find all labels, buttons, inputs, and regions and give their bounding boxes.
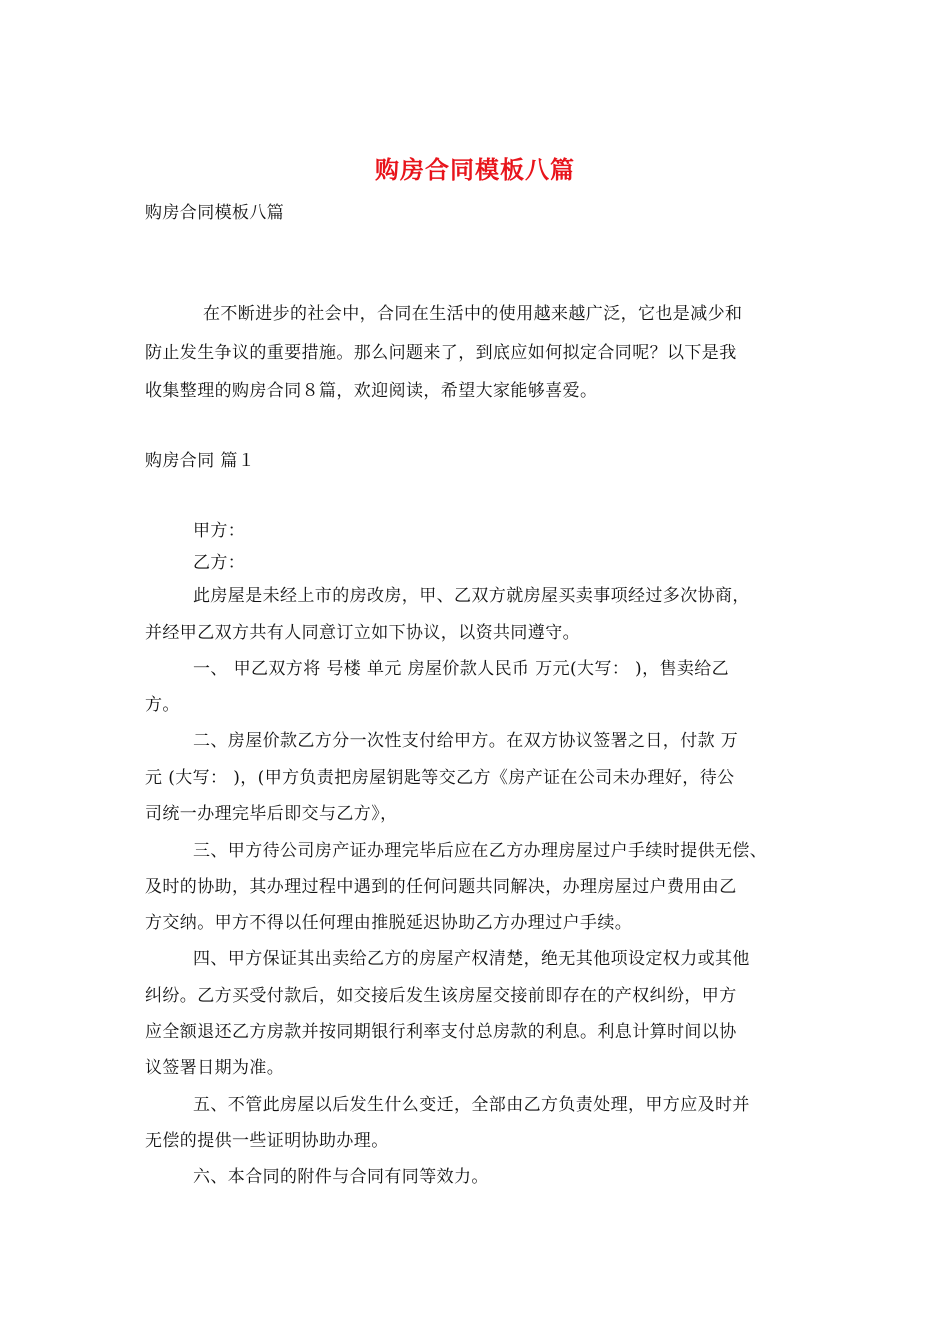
body-line: 及时的协助，其办理过程中遇到的任何问题共同解决，办理房屋过户费用由乙 — [145, 877, 737, 897]
document-subtitle: 购房合同模板八篇 — [145, 203, 285, 223]
body-line: 方交纳。甲方不得以任何理由推脱延迟协助乙方办理过户手续。 — [145, 913, 633, 933]
intro-line-1: 在不断进步的社会中，合同在生活中的使用越来越广泛，它也是减少和 — [203, 304, 743, 324]
body-line: 无偿的提供一些证明协助办理。 — [145, 1131, 389, 1151]
document-title: 购房合同模板八篇 — [375, 155, 575, 184]
body-line: 元 (大写： )，(甲方负责把房屋钥匙等交乙方《房产证在公司未办理好，待公 — [145, 768, 735, 788]
body-line: 并经甲乙双方共有人同意订立如下协议，以资共同遵守。 — [145, 623, 580, 643]
body-line: 五、不管此房屋以后发生什么变迁，全部由乙方负责处理，甲方应及时并 — [193, 1095, 750, 1115]
body-line: 六、本合同的附件与合同有同等效力。 — [193, 1167, 489, 1187]
body-line: 一、 甲乙双方将 号楼 单元 房屋价款人民币 万元(大写： )，售卖给乙 — [193, 659, 730, 679]
body-line: 三、甲方待公司房产证办理完毕后应在乙方办理房屋过户手续时提供无偿、 — [193, 841, 768, 861]
body-line: 二、房屋价款乙方分一次性支付给甲方。在双方协议签署之日，付款 万 — [193, 731, 739, 751]
body-line: 司统一办理完毕后即交与乙方》， — [145, 804, 398, 824]
party-a-label: 甲方： — [193, 521, 246, 541]
intro-line-3: 收集整理的购房合同８篇，欢迎阅读，希望大家能够喜爱。 — [145, 381, 598, 401]
body-line: 方。 — [145, 695, 180, 715]
intro-line-2: 防止发生争议的重要措施。那么问题来了，到底应如何拟定合同呢？以下是我 — [145, 343, 737, 363]
section-heading: 购房合同 篇１ — [145, 451, 256, 471]
party-b-label: 乙方： — [193, 553, 246, 573]
body-line: 此房屋是未经上市的房改房，甲、乙双方就房屋买卖事项经过多次协商， — [193, 586, 750, 606]
body-line: 四、甲方保证其出卖给乙方的房屋产权清楚，绝无其他项设定权力或其他 — [193, 949, 750, 969]
body-line: 应全额退还乙方房款并按同期银行利率支付总房款的利息。利息计算时间以协 — [145, 1022, 737, 1042]
body-line: 议签署日期为准。 — [145, 1058, 285, 1078]
body-line: 纠纷。乙方买受付款后，如交接后发生该房屋交接前即存在的产权纠纷，甲方 — [145, 986, 737, 1006]
